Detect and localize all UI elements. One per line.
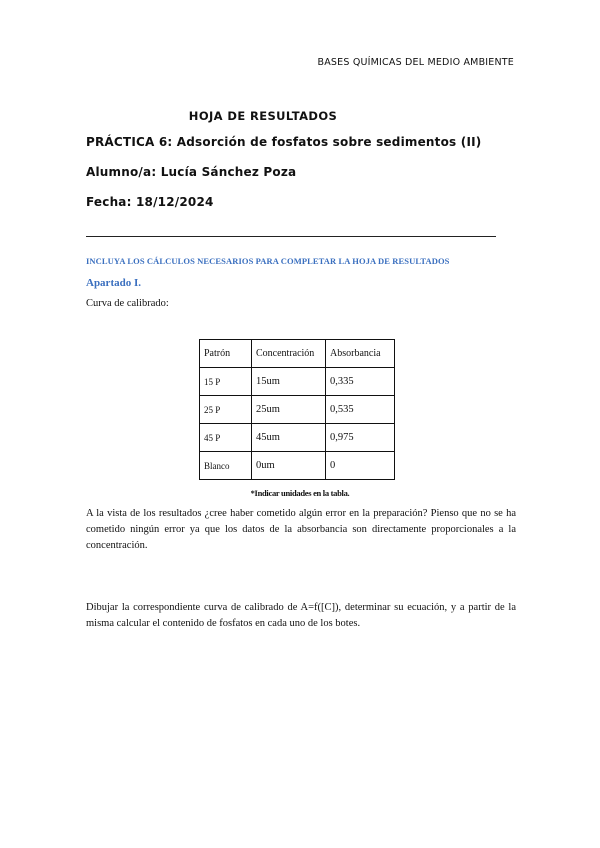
- table-note: *Indicar unidades en la tabla.: [250, 488, 350, 498]
- table-cell: 45 P: [200, 424, 252, 452]
- table-cell: 45um: [252, 424, 326, 452]
- table-row: [200, 368, 395, 396]
- table-cell: 0: [326, 452, 395, 480]
- table-cell: 15um: [252, 368, 326, 396]
- page-title: HOJA DE RESULTADOS: [188, 109, 338, 123]
- table-header-cell: Patrón: [200, 340, 252, 368]
- calibration-table: [199, 339, 395, 480]
- table-cell: Blanco: [200, 452, 252, 480]
- table-row: [200, 424, 395, 452]
- horizontal-rule: [86, 236, 496, 237]
- table-header-cell: Concentración: [252, 340, 326, 368]
- practice-title: PRÁCTICA 6: Adsorción de fosfatos sobre sedimentos (II): [86, 135, 482, 149]
- table-header-row: [200, 340, 395, 368]
- table-cell: 0,335: [326, 368, 395, 396]
- section-heading: Apartado I.: [86, 277, 142, 289]
- table-cell: 0,975: [326, 424, 395, 452]
- course-header: BASES QUÍMICAS DEL MEDIO AMBIENTE: [317, 57, 514, 68]
- instructions: INCLUYA LOS CÁLCULOS NECESARIOS PARA COMPLETAR LA HOJA DE RESULTADOS: [86, 256, 450, 266]
- table-row: [200, 452, 395, 480]
- instruction-paragraph: Dibujar la correspondiente curva de calibrado de A=f([C]), determinar su ecuación, y a partir de la misma calcular el contenido de fosfatos en cada uno de los botes.: [86, 602, 516, 629]
- student-name: Alumno/a: Lucía Sánchez Poza: [86, 165, 297, 179]
- table-cell: 25 P: [200, 396, 252, 424]
- question-paragraph: A la vista de los resultados ¿cree haber cometido algún error en la preparación? Pienso que no se ha cometido ningún error ya que los datos de la absorbancia son directamente proporcionales a la concentración.: [86, 508, 516, 551]
- curve-label: Curva de calibrado:: [86, 298, 169, 309]
- table-cell: 0um: [252, 452, 326, 480]
- table-cell: 0,535: [326, 396, 395, 424]
- table-row: [200, 396, 395, 424]
- table-cell: 25um: [252, 396, 326, 424]
- table-cell: 15 P: [200, 368, 252, 396]
- table-header-cell: Absorbancia: [326, 340, 395, 368]
- date: Fecha: 18/12/2024: [86, 195, 214, 209]
